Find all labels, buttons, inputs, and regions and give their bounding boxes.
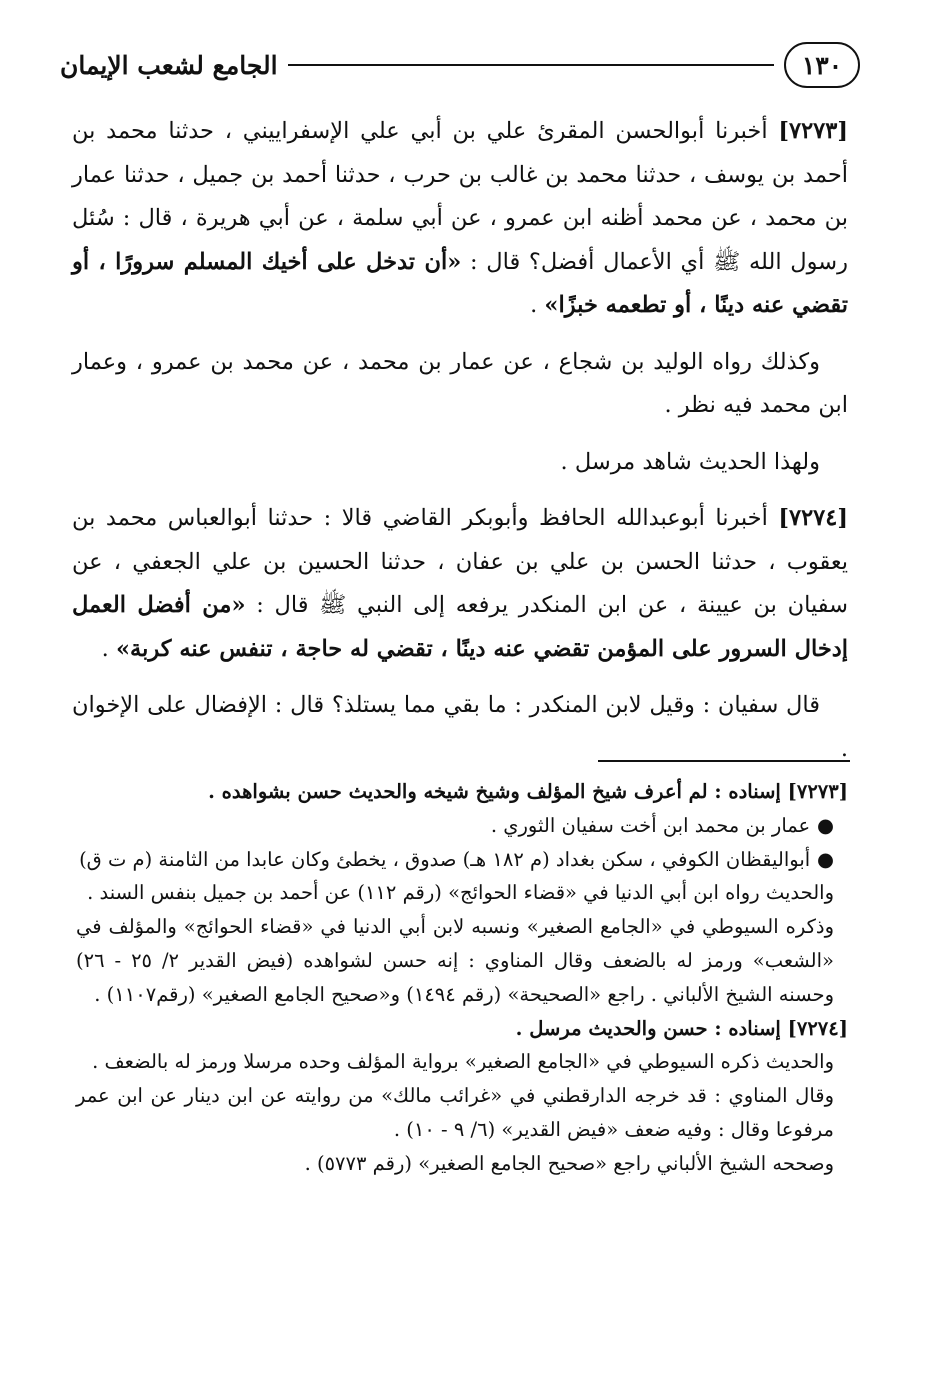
- footnote-7273-heading: [٧٢٧٣] إسناده : لم أعرف شيخ المؤلف وشيخ شيخه والحديث حسن بشواهده .: [208, 780, 848, 803]
- hadith-chain: أخبرنا أبوالحسن المقرئ علي بن أبي علي الإسفراييني ، حدثنا محمد بن أحمد بن يوسف ، حدثنا محمد بن غالب بن حرب ، حدثنا أحمد بن جميل ، حدثنا عمار بن محمد ، عن محمد أظنه ابن عمرو ، عن أبي سلمة ، عن أبي هريرة ، قال : سُئل رسول الله ﷺ أي الأعمال أفضل؟ قال :: [72, 118, 848, 275]
- hadith-number: [٧٢٧٣]: [778, 118, 849, 144]
- footnote-bullet-text: أبواليقظان الكوفي ، سكن بغداد (م ١٨٢ هـ) صدوق ، يخطئ وكان عابدا من الثامنة (م ت ق): [79, 847, 811, 871]
- footnote-bullet: [76, 843, 848, 877]
- footnote-bullet: [76, 809, 848, 843]
- footnote-7274-heading: [٧٢٧٤] إسناده : حسن والحديث مرسل .: [515, 1016, 848, 1040]
- bullet-icon: ●: [810, 813, 834, 837]
- hadith-end: .: [530, 292, 545, 318]
- footnote-line: وذكره السيوطي في «الجامع الصغير» ونسبه لابن أبي الدنيا في «قضاء الحوائج» والمؤلف في «الشعب» ورمز له بالضعف وقال المناوي : إنه حسن لشواهده (فيض القدير ٢/ ٢٥ - ٢٦) وحسنه الشيخ الألباني . راجع «الصحيحة» (رقم ١٤٩٤) و«صحيح الجامع الصغير» (رقم١١٠٧) .: [76, 915, 834, 1006]
- footnote-line: وقال المناوي : قد خرجه الدارقطني في «غرائب مالك» من روايته عن ابن دينار عن ابن عمر مرفوعا وقال : وفيه ضعف «فيض القدير» (٦/ ٩ - ١٠) .: [76, 1084, 834, 1141]
- hadith-number: [٧٢٧٤]: [778, 505, 848, 531]
- commentary-sufyan: قال سفيان : وقيل لابن المنكدر : ما بقي مما يستلذ؟ قال : الإفضال على الإخوان .: [72, 692, 848, 762]
- hadith-7273: [72, 110, 848, 328]
- running-title: الجامع لشعب الإيمان: [60, 50, 278, 80]
- bullet-icon: ●: [810, 847, 834, 871]
- footnote-line: وصححه الشيخ الألباني راجع «صحيح الجامع الصغير» (رقم ٥٧٧٣) .: [304, 1151, 834, 1175]
- hadith-matn: «من أفضل العمل إدخال السرور على المؤمن تقضي عنه دينًا ، تقضي له حاجة ، تنفس عنه كربة»: [72, 592, 848, 662]
- page-number: ١٣٠: [784, 42, 860, 88]
- main-text: [72, 110, 848, 784]
- header-rule: [288, 64, 774, 66]
- hadith-7274: [72, 497, 848, 671]
- hadith-matn: «أن تدخل على أخيك المسلم سرورًا ، أو تقضي عنه دينًا ، أو تطعمه خبزًا»: [72, 248, 848, 318]
- footnote-divider: [598, 760, 850, 762]
- footnote-line: والحديث ذكره السيوطي في «الجامع الصغير» برواية المؤلف وحده مرسلا ورمز له بالضعف .: [92, 1050, 834, 1074]
- hadith-end: .: [101, 635, 116, 662]
- commentary-shahid: ولهذا الحديث شاهد مرسل .: [560, 448, 820, 475]
- hadith-chain: أخبرنا أبوعبدالله الحافظ وأبوبكر القاضي قالا : حدثنا أبوالعباس محمد بن يعقوب ، حدثنا الحسن بن علي بن عفان ، حدثنا الحسين بن علي الجعفي ، عن سفيان بن عيينة ، عن ابن المنكدر يرفعه إلى النبي ﷺ قال :: [72, 505, 849, 618]
- commentary-walid: وكذلك رواه الوليد بن شجاع ، عن عمار بن محمد ، عن محمد بن عمرو ، وعمار ابن محمد فيه نظر .: [72, 348, 848, 418]
- footnote-line: والحديث رواه ابن أبي الدنيا في «قضاء الحوائج» (رقم ١١٢) عن أحمد بن جميل بنفس السند .: [87, 881, 834, 905]
- footnote-bullet-text: عمار بن محمد ابن أخت سفيان الثوري .: [490, 813, 811, 837]
- footnotes: [76, 775, 848, 1181]
- page-header: [60, 38, 860, 92]
